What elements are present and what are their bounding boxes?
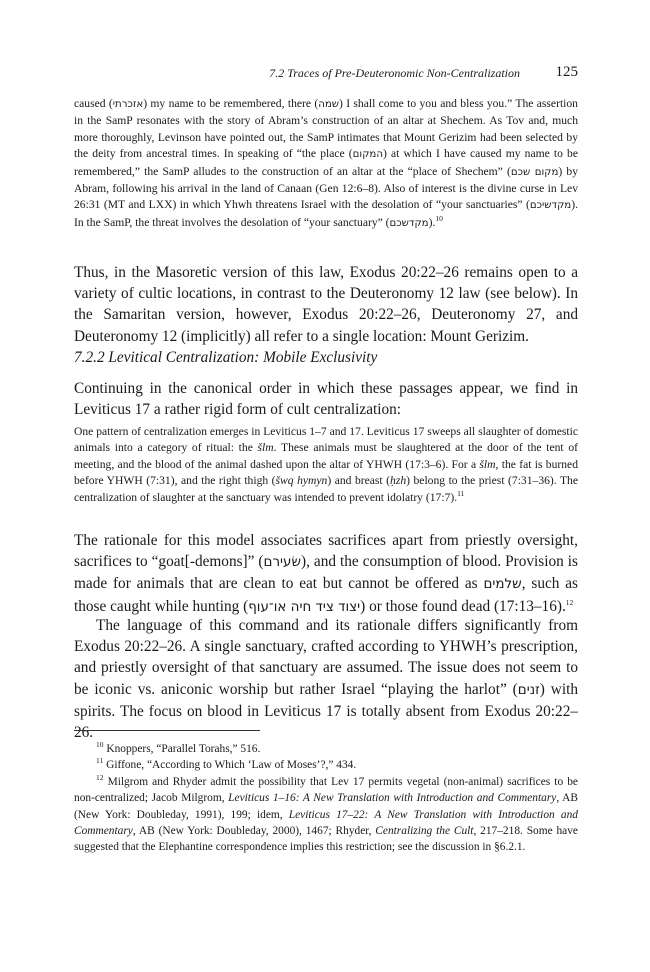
footnote-ref-11[interactable]: 11 [457,488,465,498]
paragraph-text: ), and the consumption of blood. Provision is made for animals that are clean to eat but cannot be offered as [74,553,578,593]
quote-text: , the fat is burned before YHWH (7:31), and the right thigh ( [74,457,578,488]
italic-term: ḥzh [390,474,407,488]
paragraph-language [74,615,578,743]
paragraph-text: The language of this command and its rationale differs significantly from Exodus 20:22–26. A single sanctuary, crafted according to YHWH’s prescription, and priestly oversight of that sanctuary are assumed. The issue does not seem to be iconic vs. aniconic worship but rather Israel “playing the harlot” ( [74,617,578,698]
page-number: 125 [555,64,578,80]
footnotes [74,741,578,856]
paragraph-text: , such as those caught while hunting ( [74,575,578,615]
hebrew-term: מקדשיכם [529,200,572,212]
footnote-text: Milgrom and Rhyder admit the possibility that Lev 17 permits vegetal (non-animal) sacrifices to be non-centralized; Jacob Milgrom, [74,775,578,805]
footnote-number: 10 [96,740,104,750]
italic-term: šlm [257,441,274,455]
hebrew-term: זנים [517,682,540,698]
quote-text: ) I shall come to you and bless you.” The assertion in the SamP resonates with the story of Abram’s construction of an altar at Shechem. As Tov and, much more thoroughly, Levinson have pointed out, the SamP intimates that Mount Gerizim had been selected by the deity from ancestral times. In speaking of “the place ( [74,97,578,161]
quote-text: ) my name to be remembered, there ( [143,97,319,110]
footnote-text: , AB (New York: Doubleday, 1991), 199; idem, [74,792,578,821]
quote-text: . These animals must be slaughtered at the door of the tent of meeting, and the blood of the animal dashed upon the altar of YHWH (17:3–6). For a [74,441,578,471]
hebrew-term: אזכרתי [112,99,144,110]
quote-text: ) belong to the priest (7:31–36). The centralization of slaughter at the sanctuary was intended to prevent idolatry (17:7). [74,474,578,504]
footnote-text: , AB (New York: Doubleday, 2000), 1467; Rhyder, [132,825,376,838]
paragraph-rationale [74,530,578,618]
footnote-text: Knoppers, “Parallel Torahs,” 516. [106,743,261,755]
hebrew-term: שׂעירם [263,555,302,571]
book-title: Centralizing the Cult [375,825,474,838]
footnote-number: 12 [96,773,104,783]
quote-text: One pattern of centralization emerges in Leviticus 1–7 and 17. Leviticus 17 sweeps all slaughter of domestic animals into a category of ritual: the [74,425,578,455]
paragraph-text: The rationale for this model associates sacrifices apart from priestly oversight, sacrifices to “goat[-demons]” ( [74,532,578,571]
quote-text: ). [428,215,436,229]
italic-term: šwq hymyn [275,474,328,488]
footnote-divider [74,730,260,731]
quote-text: caused ( [74,97,113,110]
quote-text: ). In the SamP, the threat involves the desolation of “your sanctuary” ( [74,198,578,229]
paragraph-masoretic: Thus, in the Masoretic version of this law, Exodus 20:22–26 remains open to a variety of cultic locations, in contrast to the Deuteronomy 12 law (see below). In the Samaritan version, however, Exodus 20:22–26, Deuteronomy 27, and Deuteronomy 12 (implicitly) all refer to a single location: Mount Gerizim. [74,264,578,345]
paragraph-text: ) with spirits. The focus on blood in Leviticus 17 is totally absent from Exodus 20:22–26. [74,680,578,742]
quote-text: ) and breast ( [327,474,391,488]
footnote-ref-12[interactable]: 12 [565,597,574,607]
running-header [74,64,578,84]
book-title: Leviticus 17–22: A New Translation with Introduction and Commentary [74,808,579,838]
block-quote-samaritan [74,96,578,232]
footnote-10 [74,741,578,757]
book-page [74,0,578,972]
hebrew-term: יצוד ציד חיה או־עוף [248,599,361,615]
footnote-number: 11 [96,756,104,766]
quote-text: ) by Abram, following his arrival in the land of Canaan (Gen 12:6–8). Also of interest is the divine curse in Lev 26:31 (MT and LXX) in which Yhwh threatens Israel with the desolation of “your sanctuaries” ( [74,164,578,212]
quote-text: ) at which I have caused my name to be remembered,” the SamP alludes to the construction of an altar at the “place of Shechem” ( [74,147,578,178]
hebrew-term: מקום שכם [510,166,559,178]
footnote-12 [74,774,578,856]
hebrew-term: שלמים [483,577,522,593]
running-title: 7.2 Traces of Pre-Deuteronomic Non-Centralization [269,66,520,80]
hebrew-term: המקום [352,149,383,161]
footnote-text: Giffone, “According to Which ‘Law of Moses’?,” 434. [106,759,357,772]
footnote-11 [74,757,578,773]
section-heading: 7.2.2 Levitical Centralization: Mobile Exclusivity [74,349,378,366]
paragraph-text: ) or those found dead (17:13–16). [360,597,566,615]
book-title: Leviticus 1–16: A New Translation with Introduction and Commentary [228,792,557,805]
footnote-ref-10[interactable]: 10 [435,213,443,223]
italic-term: šlm [479,457,496,471]
footnote-text: , 217–218. Some have suggested that the Elephantine correspondence implies this restriction; see the discussion in §6.2.1. [74,825,578,854]
block-quote-leviticus [74,424,578,506]
hebrew-term: שמה [318,99,340,110]
paragraph-canonical-order: Continuing in the canonical order in which these passages appear, we find in Leviticus 17 a rather rigid form of cult centralization: [74,380,578,419]
hebrew-term: מקדשכם [389,217,429,229]
